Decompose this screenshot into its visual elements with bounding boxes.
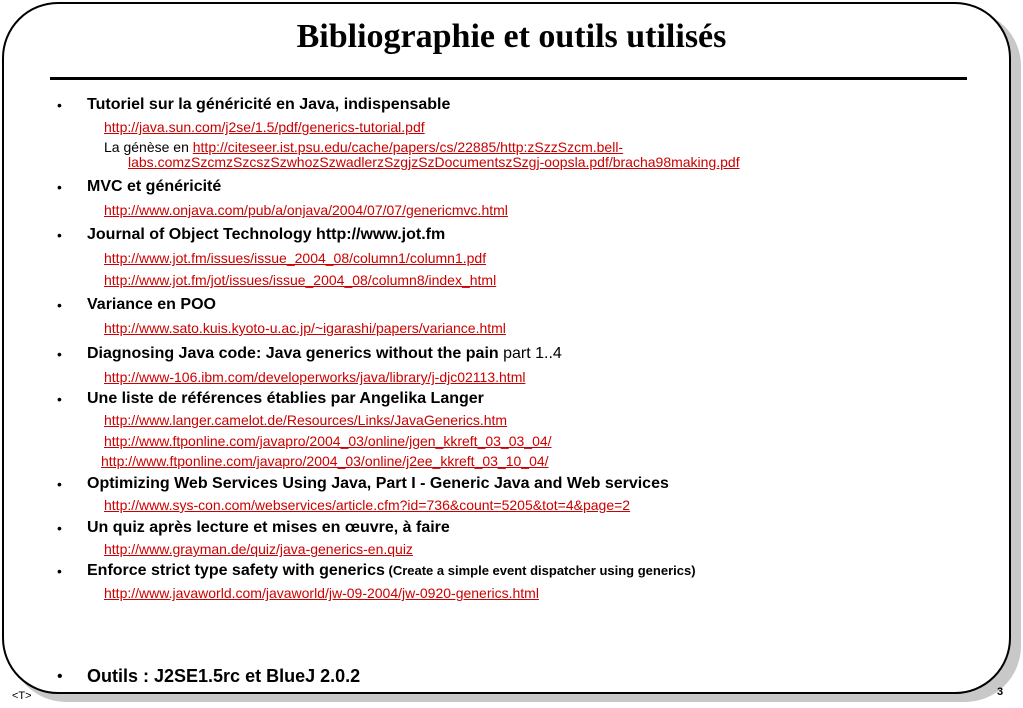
section-heading <box>87 562 696 580</box>
bullet: • <box>57 179 62 195</box>
bullet: • <box>57 391 62 407</box>
section-heading: Une liste de références établies par Angelika Langer <box>87 390 484 407</box>
slide-title: Bibliographie et outils utilisés <box>296 18 727 55</box>
section-heading: Tutoriel sur la généricité en Java, indispensable <box>87 96 451 113</box>
link-prefix: La génèse en <box>104 139 193 155</box>
link[interactable]: http://www.javaworld.com/javaworld/jw-09-2004/jw-0920-generics.html <box>104 585 539 601</box>
title-divider <box>50 77 967 80</box>
bullet: • <box>57 227 62 243</box>
link[interactable]: http://www.sys-con.com/webservices/article.cfm?id=736&count=5205&tot=4&page=2 <box>104 497 631 513</box>
link[interactable]: http://www.jot.fm/issues/issue_2004_08/column1/column1.pdf <box>104 250 487 266</box>
link[interactable]: http://www.jot.fm/jot/issues/issue_2004_08/column8/index_html <box>104 272 497 288</box>
section-heading: Outils : J2SE1.5rc et BlueJ 2.0.2 <box>87 666 361 686</box>
section-heading: MVC et généricité <box>87 178 222 195</box>
bullet: • <box>57 97 62 113</box>
link[interactable]: http://www.onjava.com/pub/a/onjava/2004/07/07/genericmvc.html <box>104 202 508 218</box>
section-title: Enforce strict type safety with generics <box>87 562 385 579</box>
page-number: 3 <box>997 686 1004 698</box>
section-heading: Variance en POO <box>87 296 216 313</box>
link[interactable]: http://www-106.ibm.com/developerworks/java/library/j-djc02113.html <box>104 369 526 385</box>
section-heading: Journal of Object Technology http://www.jot.fm <box>87 226 446 243</box>
footer-label: <T> <box>12 690 32 702</box>
bullet: • <box>57 476 62 492</box>
section-heading: Un quiz après lecture et mises en œuvre, à faire <box>87 519 450 536</box>
section-subtitle: (Create a simple event dispatcher using generics) <box>384 563 696 578</box>
link[interactable]: http://www.ftponline.com/javapro/2004_03/online/jgen_kkreft_03_03_04/ <box>104 433 552 449</box>
link[interactable]: http://citeseer.ist.psu.edu/cache/papers/cs/22885/http:zSzzSzcm.bell- <box>192 139 624 155</box>
bullet: • <box>57 346 62 362</box>
link-continuation[interactable]: labs.comzSzcmzSzcszSzwhozSzwadlerzSzgjzSzDocumentszSzgj-oopsla.pdf/bracha98making.pdf <box>128 154 740 170</box>
section-heading: Optimizing Web Services Using Java, Part I - Generic Java and Web services <box>87 475 669 492</box>
link-line-with-prefix <box>104 139 623 155</box>
link[interactable]: http://www.langer.camelot.de/Resources/Links/JavaGenerics.htm <box>104 412 508 428</box>
bullet: • <box>57 563 62 579</box>
section-title: Diagnosing Java code: Java generics without the pain <box>87 345 499 362</box>
link[interactable]: http://www.ftponline.com/javapro/2004_03/online/j2ee_kkreft_03_10_04/ <box>101 453 549 469</box>
link[interactable]: http://java.sun.com/j2se/1.5/pdf/generics-tutorial.pdf <box>104 119 425 135</box>
bullet: • <box>57 668 63 685</box>
bullet: • <box>57 520 62 536</box>
link[interactable]: http://www.grayman.de/quiz/java-generics-en.quiz <box>104 541 413 557</box>
bullet: • <box>57 297 62 313</box>
link[interactable]: http://www.sato.kuis.kyoto-u.ac.jp/~igarashi/papers/variance.html <box>104 320 506 336</box>
section-heading <box>87 345 562 363</box>
section-suffix: part 1..4 <box>498 345 562 362</box>
